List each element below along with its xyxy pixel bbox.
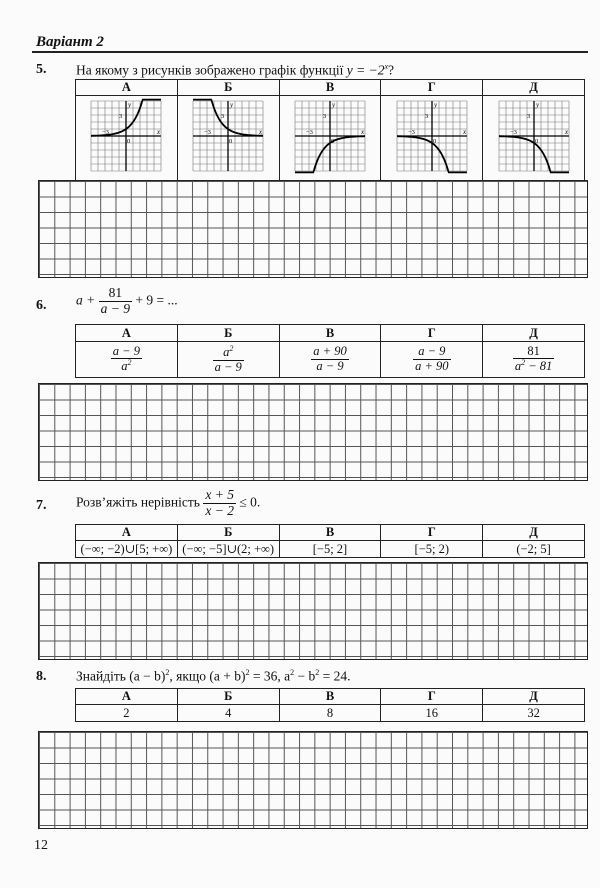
q7-tail: ≤ 0. [239, 494, 261, 510]
q6-b-den: a − 9 [214, 359, 242, 374]
tick-label: 3 [322, 113, 327, 120]
q6-answer-b[interactable] [177, 342, 279, 378]
q6-g-den: a + 90 [415, 359, 449, 373]
q5-option-b: Б [177, 80, 279, 96]
q8-option-a: А [76, 689, 178, 705]
tick-label-neg: −3 [305, 129, 313, 136]
q6-v-den: a − 9 [316, 359, 344, 373]
q7-num: x + 5 [205, 487, 234, 502]
q8-answer-v[interactable]: 8 [279, 705, 381, 722]
q7-answer-table [75, 524, 585, 558]
q6-option-a: А [76, 325, 178, 342]
q6-answer-table [75, 324, 585, 378]
q8-text [76, 668, 350, 685]
tick-label: 3 [526, 113, 530, 120]
q5-number: 5. [36, 62, 47, 77]
q8-text-2: , якщо (a + b) [169, 668, 246, 684]
q5-option-d: Д [483, 80, 585, 96]
origin-label: 0 [534, 138, 538, 145]
q6-expr-num: 81 [99, 286, 132, 302]
q5-prompt: На якому з рисунків зображено графік функції [76, 62, 347, 78]
q8-exp-3: 2 [290, 668, 295, 677]
q8-text-4: − b [294, 668, 316, 684]
q7-answer-grid[interactable] [38, 562, 588, 660]
q7-number: 7. [36, 498, 47, 513]
tick-label-neg: −3 [509, 129, 517, 136]
q8-option-d: Д [483, 689, 585, 705]
x-axis-label: x [157, 128, 161, 136]
q6-a-den: a [121, 359, 128, 374]
q6-d-num: 81 [513, 345, 554, 360]
q6-answer-d[interactable] [483, 342, 585, 378]
q8-answer-b[interactable]: 4 [177, 705, 279, 722]
q5-graph-a [86, 96, 166, 176]
q8-text-1: Знайдіть (a − b) [76, 668, 166, 684]
q5-graph-d [494, 96, 574, 176]
q6-b-num-exp: 2 [229, 343, 234, 353]
q8-answer-table [75, 688, 585, 722]
q8-exp-4: 2 [315, 668, 320, 677]
q7-text [76, 488, 260, 519]
q6-a-den-exp: 2 [127, 358, 132, 368]
y-axis-label: y [128, 101, 132, 109]
tick-label: 3 [424, 113, 429, 120]
q8-answer-g[interactable]: 16 [381, 705, 483, 722]
q6-option-v: В [279, 325, 381, 342]
q5-graph-g [392, 96, 472, 176]
x-axis-label: x [259, 128, 263, 136]
q5-graph-cell-b [177, 96, 279, 181]
q5-func-exp: x [384, 62, 389, 71]
y-axis-label: y [433, 101, 437, 109]
q8-answer-d[interactable]: 32 [483, 705, 585, 722]
q5-graph-cell-d [483, 96, 585, 181]
q5-graph-cell-a [76, 96, 178, 181]
q8-answer-grid[interactable] [38, 731, 588, 829]
q5-graph-v [290, 96, 370, 176]
q7-option-d: Д [483, 525, 585, 541]
variant-title: Варіант 2 [36, 34, 104, 50]
q5-graph-table [75, 79, 585, 181]
origin-label: 0 [127, 138, 131, 145]
q6-d-den-tail: − 81 [525, 359, 553, 374]
x-axis-label: x [564, 128, 568, 136]
q7-prompt: Розв’яжіть нерівність [76, 494, 204, 510]
tick-label-neg: −3 [204, 129, 212, 136]
q7-den: x − 2 [205, 502, 234, 518]
tick-label-neg: −3 [102, 129, 110, 136]
x-axis-label: x [360, 128, 365, 136]
q5-graph-cell-v [279, 96, 381, 181]
q8-exp-1: 2 [165, 668, 170, 677]
tick-label-neg: −3 [407, 129, 415, 136]
q8-text-3: = 36, a [249, 668, 291, 684]
q8-text-5: = 24. [319, 668, 351, 684]
origin-label: 0 [432, 138, 437, 145]
q7-answer-v[interactable]: [−5; 2] [279, 541, 381, 558]
q8-number: 8. [36, 669, 47, 684]
q6-expr-den: a − 9 [100, 300, 130, 316]
q6-a-num: a − 9 [112, 343, 140, 358]
tick-label: 3 [119, 113, 123, 120]
q6-answer-grid[interactable] [38, 383, 588, 481]
q6-g-num: a − 9 [413, 345, 450, 360]
q5-graph-cell-g [381, 96, 483, 181]
q6-expr-a: a + [76, 292, 96, 308]
q6-number: 6. [36, 298, 47, 313]
q6-answer-a[interactable] [76, 342, 178, 378]
q7-option-g: Г [381, 525, 483, 541]
q6-expr-tail: + 9 = ... [135, 292, 178, 308]
page-number: 12 [34, 838, 48, 853]
q5-text [76, 62, 394, 79]
origin-label: 0 [229, 138, 233, 145]
q7-option-a: А [76, 525, 178, 541]
q8-option-g: Г [381, 689, 483, 705]
q7-answer-d[interactable]: (−2; 5] [483, 541, 585, 558]
q8-option-b: Б [177, 689, 279, 705]
q6-answer-v[interactable] [279, 342, 381, 378]
q5-option-a: А [76, 80, 178, 96]
q5-func: y = −2 [346, 62, 385, 78]
q7-answer-b[interactable]: (−∞; −5]∪(2; +∞) [177, 541, 279, 558]
q6-option-b: Б [177, 325, 279, 342]
q6-v-num: a + 90 [313, 344, 347, 359]
q7-option-v: В [279, 525, 381, 541]
q6-answer-g[interactable] [381, 342, 483, 378]
y-axis-label: y [535, 101, 539, 109]
header-rule [32, 51, 588, 53]
q6-option-g: Г [381, 325, 483, 342]
q6-b-num: a [223, 344, 230, 359]
q8-exp-2: 2 [245, 668, 250, 677]
q6-d-den-exp: 2 [521, 358, 526, 368]
y-axis-label: y [331, 101, 336, 109]
q5-option-g: Г [381, 80, 483, 96]
q6-expression [76, 286, 178, 317]
q8-answer-a[interactable]: 2 [76, 705, 178, 722]
x-axis-label: x [462, 128, 466, 136]
q6-option-d: Д [483, 325, 585, 342]
q5-qmark: ? [388, 62, 395, 78]
q7-answer-a[interactable]: (−∞; −2)∪[5; +∞) [76, 541, 178, 558]
y-axis-label: y [230, 101, 234, 109]
q6-d-den: a [514, 359, 522, 374]
q8-option-v: В [279, 689, 381, 705]
q5-option-v: В [279, 80, 381, 96]
tick-label: 3 [221, 113, 225, 120]
q5-graph-b [188, 96, 268, 176]
origin-label: 0 [330, 138, 335, 145]
q7-option-b: Б [177, 525, 279, 541]
q7-answer-g[interactable]: [−5; 2) [381, 541, 483, 558]
q5-answer-grid[interactable] [38, 180, 588, 278]
